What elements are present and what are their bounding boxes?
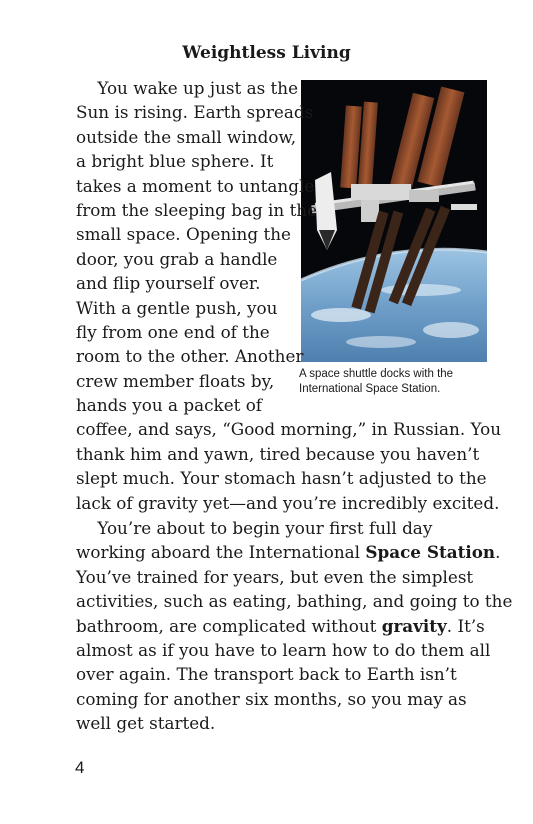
text-line: almost as if you have to learn how to do them all (76, 639, 491, 660)
text-line: takes a moment to untangle (76, 175, 315, 196)
text-line: activities, such as eating, bathing, and going to the (76, 591, 513, 612)
text-line: You’re about to begin your first full day (76, 518, 433, 538)
text-line: room to the other. Another (76, 346, 304, 367)
paragraph-2 (76, 516, 512, 736)
text-line: outside the small window, (76, 126, 297, 147)
text-line: You wake up just as the (76, 78, 299, 98)
text-line: and flip yourself over. (76, 273, 261, 294)
text-line: from the sleeping bag in the (76, 199, 318, 220)
text-line: With a gentle push, you (76, 297, 278, 318)
text-line: crew member floats by, (76, 370, 275, 391)
text-line: well get started. (76, 713, 216, 734)
caption-line: A space shuttle docks with the (299, 368, 454, 380)
text-line: You’ve trained for years, but even the simplest (76, 566, 474, 587)
text-line (76, 540, 512, 564)
caption-line: International Space Station. (299, 383, 441, 395)
text-line: fly from one end of the (76, 321, 270, 342)
paragraph-1 (76, 76, 501, 515)
text-segment: . It’s (446, 615, 485, 636)
text-line: Sun is rising. Earth spreads (76, 102, 314, 123)
page-number: 4 (75, 758, 85, 777)
text-line: slept much. Your stomach hasn’t adjusted to the (76, 468, 487, 489)
text-line: coming for another six months, so you may as (76, 688, 467, 709)
glossary-term-space-station: Space Station (365, 542, 496, 563)
text-line: small space. Opening the (76, 224, 291, 245)
text-segment: . (495, 542, 501, 563)
text-segment: working aboard the International (76, 542, 366, 563)
text-line: a bright blue sphere. It (76, 151, 274, 172)
text-line: lack of gravity yet—and you’re incredibly excited. (76, 492, 500, 513)
text-line: thank him and yawn, tired because you haven’t (76, 443, 480, 464)
text-line: over again. The transport back to Earth isn’t (76, 664, 457, 685)
text-segment: bathroom, are complicated without (76, 615, 382, 636)
text-line: coffee, and says, “Good morning,” in Russian. You (76, 419, 502, 440)
page-title: Weightless Living (182, 43, 351, 63)
text-line: door, you grab a handle (76, 248, 278, 269)
text-line (76, 614, 512, 638)
text-line: hands you a packet of (76, 395, 263, 416)
glossary-term-gravity: gravity (381, 615, 447, 636)
